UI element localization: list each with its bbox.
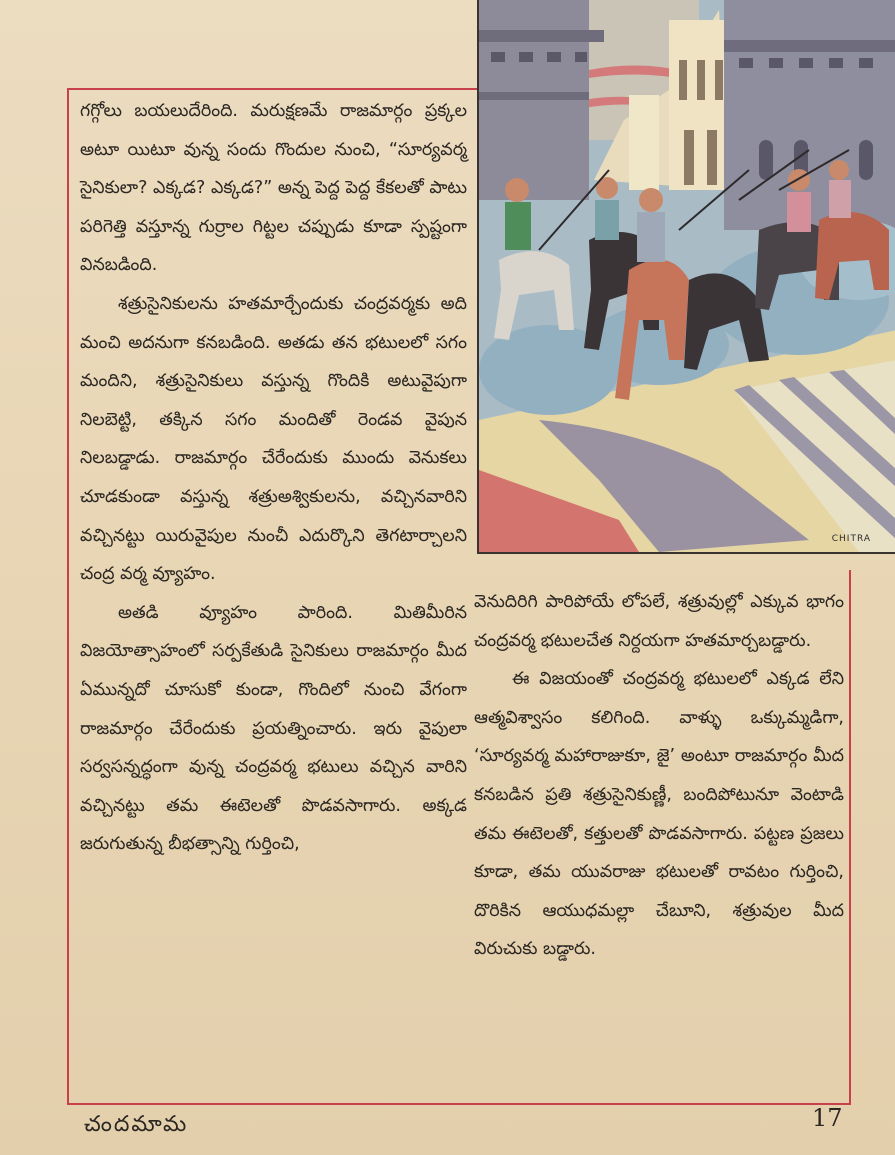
paragraph: శత్రుసైనికులను హతమార్చేందుకు చంద్రవర్మకు అది మంచి అదనుగా కనబడింది. అతడు తన భటులలో సగం మందిని, శత్రుసైనికులు వస్తున్న గొందికి అటువైపుగా నిలబెట్టి, తక్కిన సగం మందితో రెండవ వైపున నిలబడ్డాడు. రాజమార్గం చేరేందుకు ముందు వెనుకలు చూడకుండా వస్తున్న శత్రుఅశ్వికులను, వచ్చినవారిని వచ్చినట్టు యిరువైపుల నుంచీ ఎదుర్కొని తెగటార్చాలని చంద్ర వర్మ వ్యూహం. <box>80 293 467 585</box>
frame-bottom-line <box>67 1103 851 1105</box>
paragraph: వెనుదిరిగి పారిపోయే లోపలే, శత్రువుల్లో ఎక్కువ భాగం చంద్రవర్మ భటులచేత నిర్దయగా హతమార్చబడ్డారు. <box>474 592 844 651</box>
frame-top-line <box>67 88 477 90</box>
page-number: 17 <box>812 1104 843 1132</box>
battle-illustration <box>477 0 895 554</box>
battle-scene-image <box>479 0 895 552</box>
frame-left-line <box>67 88 69 1105</box>
left-text-column <box>80 92 467 864</box>
artist-signature: CHITRA <box>831 534 871 544</box>
right-text-column <box>474 583 844 969</box>
frame-right-line <box>849 570 851 1105</box>
paragraph: ఈ విజయంతో చంద్రవర్మ భటులలో ఎక్కడ లేని ఆత్మవిశ్వాసం కలిగింది. వాళ్ళు ఒక్కుమ్మడిగా, ‘సూర్యవర్మ మహారాజుకూ, జై’ అంటూ రాజమార్గం మీద కనబడిన ప్రతి శత్రుసైనికుణ్ణీ, బందిపోటునూ వెంటాడి తమ ఈటెలతో, కత్తులతో పొడవసాగారు. పట్టణ ప్రజలు కూడా, తమ యువరాజు భటులతో రావటం గుర్తించి, దొరికిన ఆయుధమల్లా చేబూని, శత్రువుల మీద విరుచుకు బడ్డారు. <box>474 669 844 960</box>
magazine-title: చందమామ <box>84 1112 189 1137</box>
paragraph: అతడి వ్యూహం పారింది. మితిమీరిన విజయోత్సాహంలో సర్పకేతుడి సైనికులు రాజమార్గం మీద ఏమున్నదో చూసుకో కుండా, గొందిలో నుంచి వేగంగా రాజమార్గం చేరేందుకు ప్రయత్నించారు. ఇరు వైపులా సర్వసన్నద్ధంగా వున్న చంద్రవర్మ భటులు వచ్చిన వారిని వచ్చినట్టు తమ ఈటెలతో పొడవసాగారు. అక్కడ జరుగుతున్న బీభత్సాన్ని గుర్తించి, <box>80 602 467 855</box>
paragraph: గగ్గోలు బయలుదేరింది. మరుక్షణమే రాజమార్గం ప్రక్కల అటూ యిటూ వున్న సందు గొందుల నుంచి, “సూర్యవర్మ సైనికులా? ఎక్కడ? ఎక్కడ?” అన్న పెద్ద పెద్ద కేకలతో పాటు పరిగెత్తి వస్తూన్న గుర్రాల గిట్టల చప్పుడు కూడా స్పష్టంగా వినబడింది. <box>80 101 467 276</box>
